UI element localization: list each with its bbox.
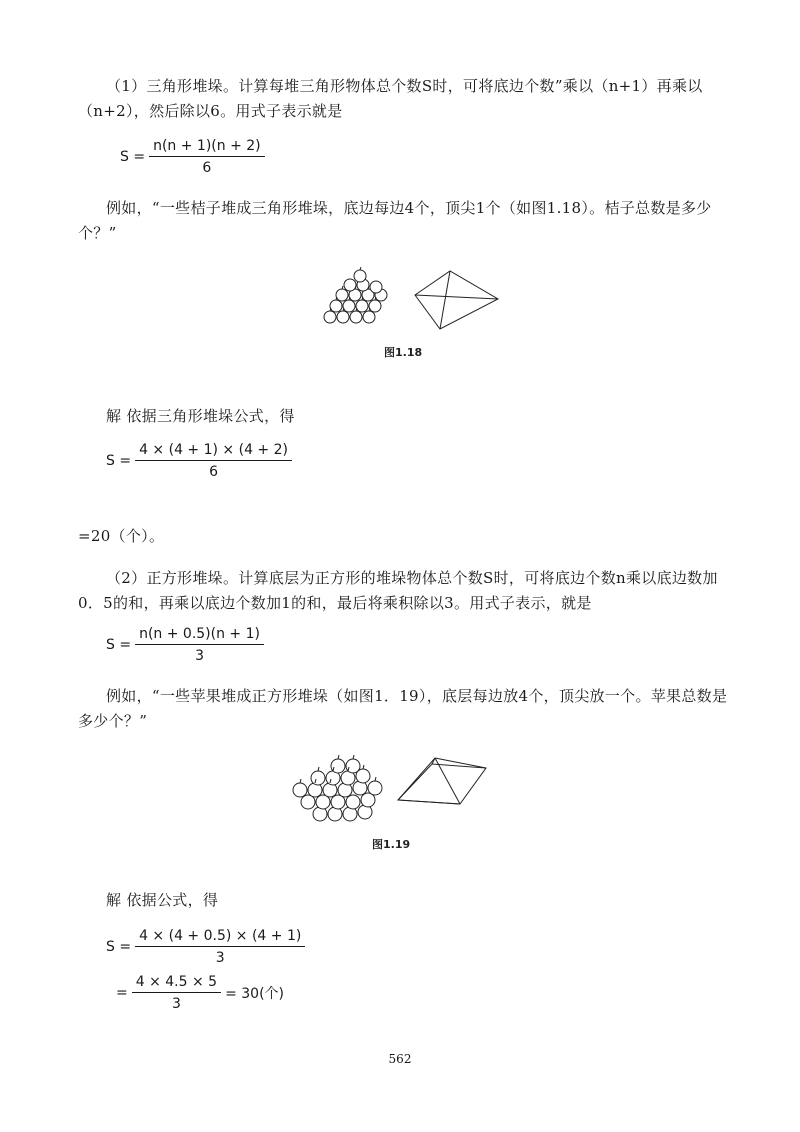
formula-lhs: S = xyxy=(106,637,132,653)
solution-text: 解 依据公式，得 xyxy=(106,891,219,909)
figure-caption: 图1.18 xyxy=(384,346,423,359)
fraction xyxy=(135,928,305,966)
formula-square xyxy=(106,626,264,664)
formula-lhs: S = xyxy=(106,453,132,469)
fraction xyxy=(132,974,221,1012)
formula-lhs: = xyxy=(116,985,128,1001)
solution-heading xyxy=(78,404,728,429)
numerator: 4 × (4 + 1) × (4 + 2) xyxy=(135,442,292,461)
denominator: 6 xyxy=(202,160,212,176)
tetrahedron-drawing xyxy=(415,271,498,329)
fraction xyxy=(135,626,264,664)
paragraph-text: 例如，“一些桔子堆成三角形堆垛，底边每边4个，顶尖1个（如图1.18）。桔子总数是多少个？” xyxy=(78,199,712,242)
paragraph-triangular-pile xyxy=(78,74,728,124)
fraction xyxy=(149,138,265,176)
solution-text: 解 依据三角形堆垛公式，得 xyxy=(106,407,295,425)
numerator: 4 × 4.5 × 5 xyxy=(132,974,221,993)
formula-rhs: = 30(个) xyxy=(225,986,284,1002)
denominator: 6 xyxy=(209,464,218,480)
page-number: 562 xyxy=(388,1052,412,1066)
pyramid-drawing xyxy=(398,758,486,804)
denominator: 3 xyxy=(215,950,225,966)
result-line xyxy=(78,524,728,549)
fraction xyxy=(135,442,292,480)
formula-square-result xyxy=(116,974,284,1012)
denominator: 3 xyxy=(195,648,204,664)
formula-triangular xyxy=(120,138,265,176)
paragraph-apple-example xyxy=(78,684,728,734)
result-text: =20（个）。 xyxy=(78,527,165,545)
formula-lhs: S = xyxy=(120,149,146,165)
figure-triangular-pile xyxy=(320,265,505,333)
paragraph-text: 例如，“一些苹果堆成正方形堆垛（如图1．19），底层每边放4个，顶尖放一个。苹果总数是多少个？” xyxy=(78,687,728,730)
paragraph-text: （2）正方形堆垛。计算底层为正方形的堆垛物体总个数S时，可将底边个数n乘以底边数加0．5的和，再乘以底边个数加1的和，最后将乘积除以3。用式子表示，就是 xyxy=(78,569,718,612)
numerator: 4 × (4 + 0.5) × (4 + 1) xyxy=(135,928,305,947)
figure-caption: 图1.19 xyxy=(372,838,411,851)
formula-square-calc xyxy=(106,928,305,966)
numerator: n(n + 1)(n + 2) xyxy=(149,138,265,157)
denominator: 3 xyxy=(171,996,181,1012)
apple-pile-drawing xyxy=(293,759,382,821)
formula-triangular-calc xyxy=(106,442,292,480)
formula-lhs: S = xyxy=(106,939,132,955)
paragraph-text: （1）三角形堆垛。计算每堆三角形物体总个数S时，可将底边个数”乘以（n+1）再乘以（n+2），然后除以6。用式子表示就是 xyxy=(78,77,703,120)
paragraph-square-pile xyxy=(78,566,728,616)
paragraph-orange-example xyxy=(78,196,728,246)
orange-pile-drawing xyxy=(324,270,387,323)
numerator: n(n + 0.5)(n + 1) xyxy=(135,626,264,645)
solution-heading xyxy=(78,888,728,913)
figure-square-pile xyxy=(290,752,495,828)
